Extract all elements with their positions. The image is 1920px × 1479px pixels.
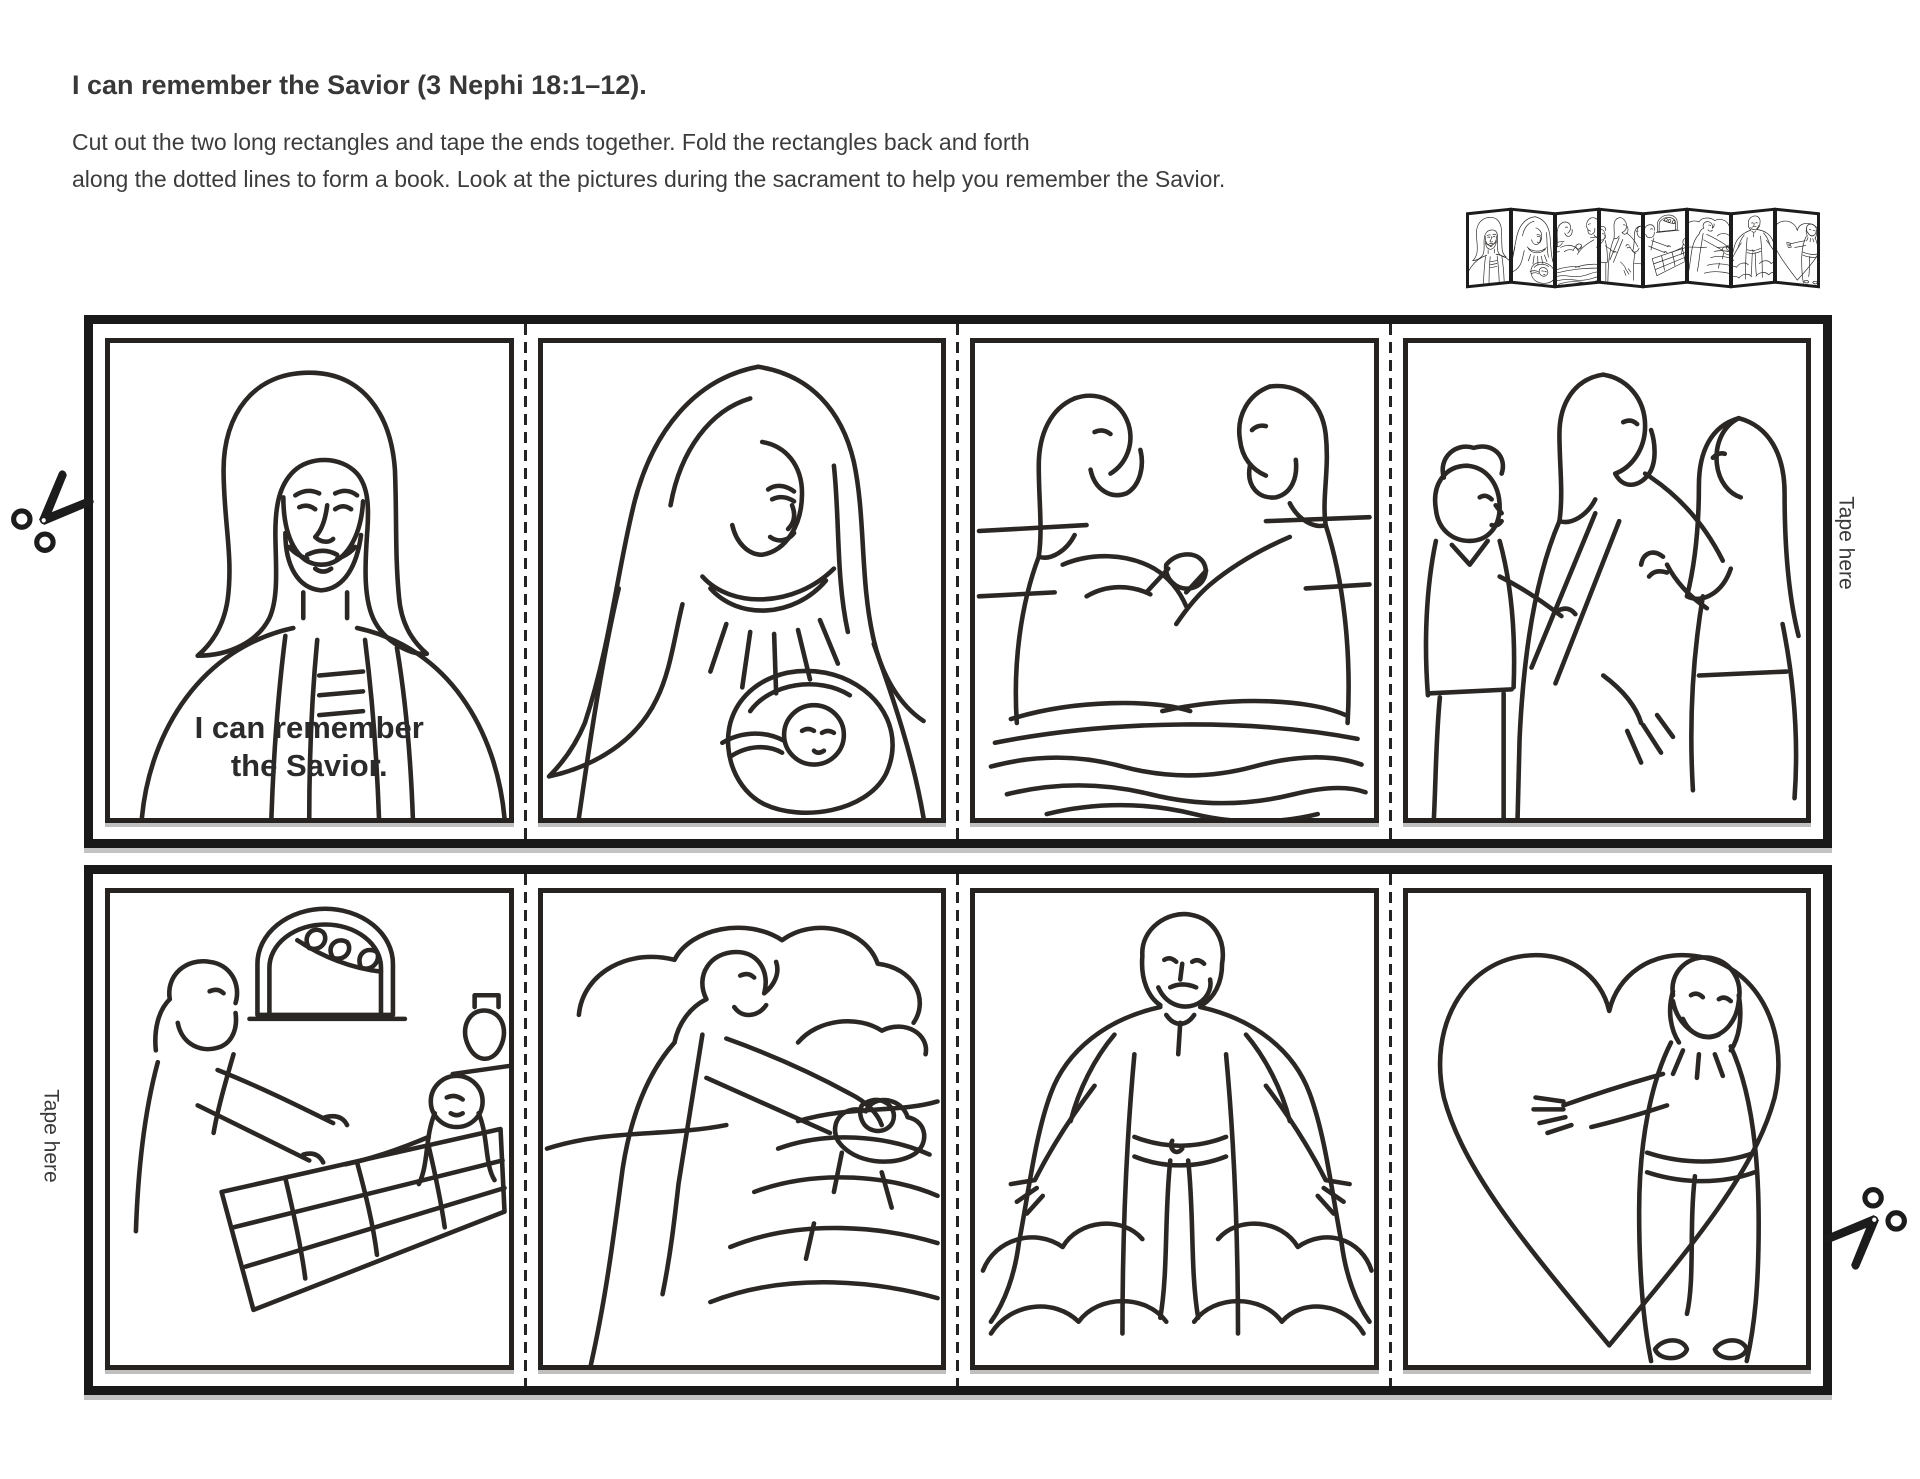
instructions-line-2: along the dotted lines to form a book. Look at the pictures during the sacrament to help you remember the Savior.: [72, 166, 1226, 192]
preview-panel-healing: [1642, 208, 1688, 289]
cutout-strip-1: [84, 315, 1832, 848]
preview-panel-gethsemane: [1686, 208, 1732, 289]
preview-panel-children: [1598, 208, 1644, 289]
preview-panel-mary-baby: [1510, 208, 1556, 289]
panel-jesus-praying-gethsemane: [538, 888, 947, 1370]
preview-panel-second-coming: [1730, 208, 1776, 289]
caption-line-1: I can remember: [194, 710, 424, 746]
panel-jesus-healing-girl: [105, 888, 514, 1370]
page-title: I can remember the Savior (3 Nephi 18:1–12).: [72, 70, 647, 100]
fold-line: [956, 874, 959, 1386]
panel-jesus-second-coming: [970, 888, 1379, 1370]
fold-line: [956, 324, 959, 839]
preview-panel-heart: [1774, 208, 1820, 289]
panel-caption: [110, 709, 509, 785]
cutout-strip-2: [84, 865, 1832, 1395]
panel-jesus-with-children: [1403, 338, 1812, 823]
panel-jesus-with-heart: [1403, 888, 1812, 1370]
panel-baptism-of-jesus: [970, 338, 1379, 823]
instructions-line-1: Cut out the two long rectangles and tape the ends together. Fold the rectangles back and forth: [72, 129, 1030, 155]
preview-panel-jesus-portrait: [1466, 208, 1512, 289]
panel-mary-holding-baby-jesus: [538, 338, 947, 823]
fold-line: [524, 324, 527, 839]
preview-panel-baptism: [1554, 208, 1600, 289]
tape-here-label-strip2: Tape here: [39, 1089, 63, 1183]
fold-line: [1389, 874, 1392, 1386]
tape-here-label-strip1: Tape here: [1834, 496, 1858, 590]
folded-book-preview: [1468, 204, 1836, 292]
panel-jesus-portrait: [105, 338, 514, 823]
fold-line: [1389, 324, 1392, 839]
caption-line-2: the Savior.: [230, 747, 388, 783]
fold-line: [524, 874, 527, 1386]
